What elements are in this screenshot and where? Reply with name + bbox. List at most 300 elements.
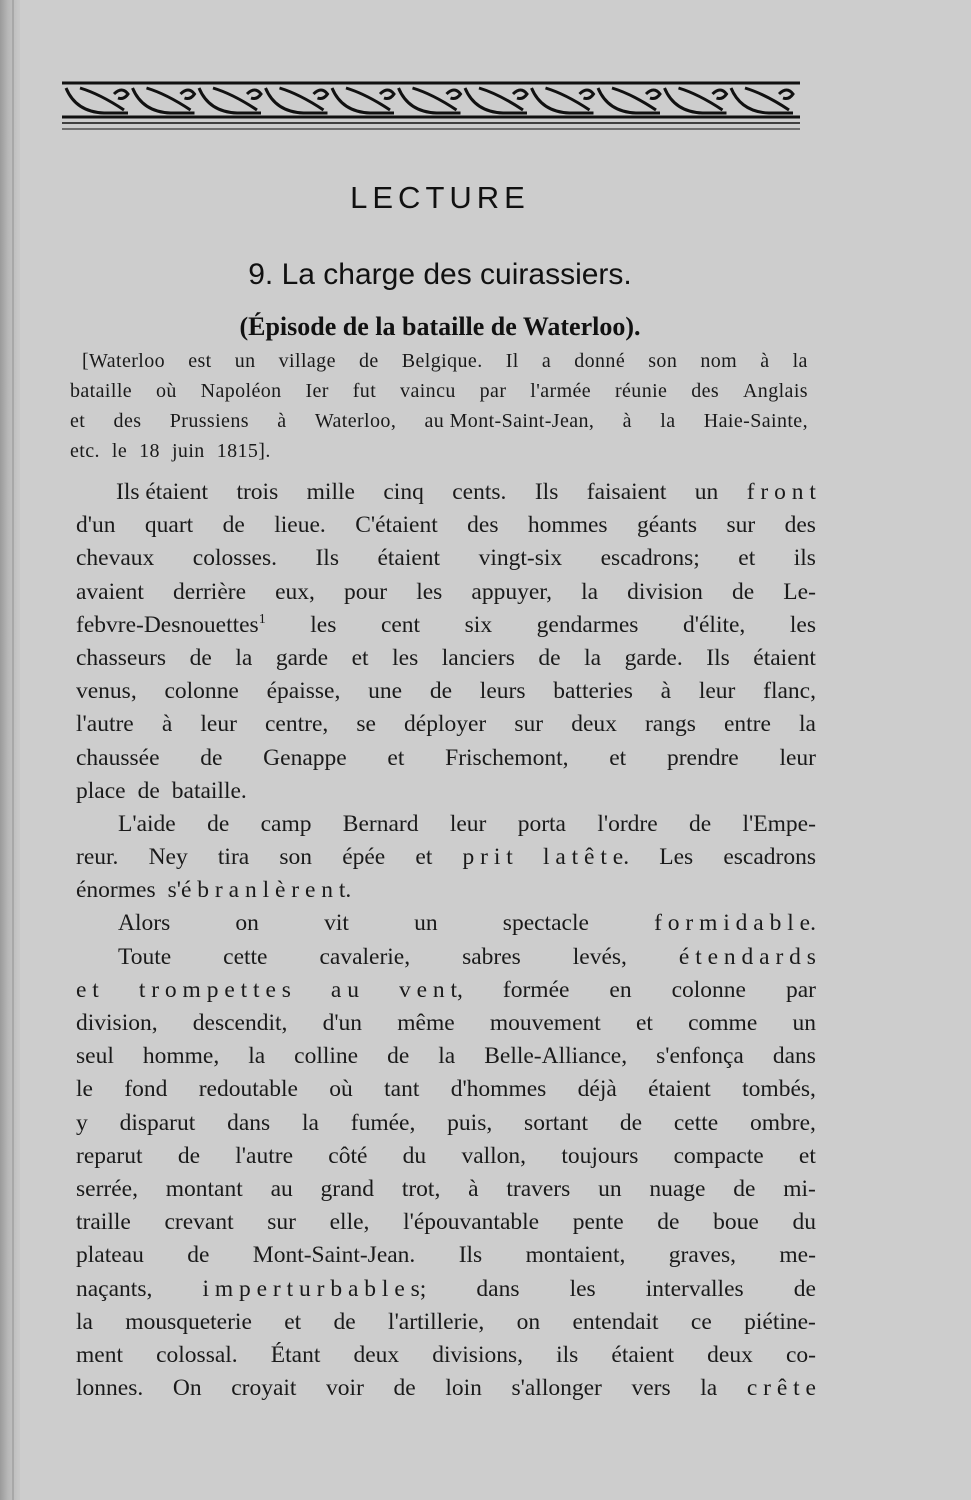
word: et	[351, 644, 369, 671]
word: son	[648, 350, 678, 372]
word: montaient,	[525, 1242, 626, 1269]
body-line	[76, 542, 816, 575]
word: côté	[328, 1142, 368, 1169]
word: mousqueterie	[125, 1308, 252, 1335]
word: piétine-	[744, 1308, 816, 1335]
word: et	[798, 1142, 816, 1169]
word: Prussiens	[169, 410, 249, 432]
word: lieue.	[274, 512, 326, 539]
body-line	[76, 874, 816, 907]
word: la	[792, 350, 808, 372]
word: p r i t	[462, 844, 513, 871]
word: trot,	[401, 1175, 441, 1202]
word: Waterloo,	[314, 410, 397, 432]
word: disparut	[119, 1109, 196, 1136]
word: spectacle	[502, 910, 589, 937]
word: escadrons	[723, 844, 816, 871]
word: reparut	[76, 1142, 143, 1169]
word: f o r m i d a b l e.	[654, 910, 816, 937]
word: boue	[713, 1209, 759, 1236]
word: où	[329, 1076, 353, 1103]
word: elle,	[329, 1209, 370, 1236]
word: dans	[476, 1275, 520, 1302]
word: mi-	[783, 1175, 816, 1202]
word: colossal.	[156, 1341, 238, 1368]
word: de	[189, 644, 212, 671]
word: formée	[502, 976, 570, 1003]
word: de	[619, 1109, 643, 1136]
body-line	[76, 642, 816, 675]
word: à	[660, 678, 672, 705]
word: une	[368, 678, 403, 705]
word: l a t ê t e.	[542, 844, 630, 871]
decorative-border-ornament	[62, 80, 800, 132]
body-line	[76, 675, 816, 708]
word: porta	[517, 810, 566, 837]
word: le	[111, 440, 128, 462]
word: des	[467, 512, 499, 539]
word: garde.	[624, 644, 683, 671]
word: à	[760, 350, 770, 372]
word: des	[784, 512, 816, 539]
word: trois	[236, 479, 279, 505]
word: s'allonger	[511, 1375, 602, 1402]
word: de	[358, 350, 379, 372]
word: Ils	[315, 545, 339, 572]
page-subtitle: (Épisode de la bataille de Waterloo).	[239, 312, 641, 341]
word: crevant	[164, 1209, 234, 1236]
word: et	[635, 1010, 653, 1036]
word: de	[222, 512, 245, 539]
word: se	[356, 711, 376, 738]
word: de	[393, 1375, 416, 1402]
word: entendait	[572, 1308, 659, 1335]
body-line	[76, 1140, 816, 1173]
word: Frischemont,	[445, 744, 569, 771]
word: l'armée	[530, 380, 592, 402]
word: et	[387, 744, 405, 771]
word: le	[76, 1076, 93, 1103]
word: Il	[505, 350, 519, 372]
word: en	[609, 976, 632, 1003]
word: Belgique.	[401, 350, 483, 372]
word: centre,	[265, 711, 329, 738]
intro-line	[70, 376, 808, 406]
word: bataille	[70, 380, 133, 402]
word: grand	[320, 1175, 375, 1202]
word: épaisse,	[266, 678, 341, 705]
word: chasseurs	[76, 644, 167, 671]
word: levés,	[572, 943, 627, 970]
word: montant	[165, 1175, 243, 1202]
word: au	[270, 1175, 293, 1202]
word: et	[609, 744, 627, 771]
word: leur	[779, 744, 816, 771]
word: de	[429, 678, 453, 705]
word: y	[76, 1109, 88, 1136]
word: ombre,	[750, 1109, 816, 1136]
footnote-marker: 1	[258, 611, 266, 627]
word: l'autre	[76, 711, 134, 738]
word: croyait	[231, 1375, 297, 1402]
word: juin	[171, 440, 205, 462]
word: me-	[779, 1242, 816, 1269]
word: nom	[700, 350, 738, 372]
word: d'hommes	[450, 1076, 547, 1103]
word: Ils étaient	[116, 479, 209, 505]
word: de	[387, 1043, 410, 1070]
word: a u	[330, 976, 359, 1003]
word: Le-	[783, 578, 816, 605]
body-line	[76, 1273, 816, 1306]
word: tant	[384, 1076, 420, 1103]
word: l'artillerie,	[388, 1308, 485, 1335]
word: c r ê t e	[746, 1375, 816, 1402]
word: Ier	[305, 380, 329, 402]
word: divisions,	[432, 1341, 524, 1368]
word: graves,	[668, 1242, 737, 1269]
word: vingt-six	[478, 545, 563, 572]
word: v e n t,	[398, 976, 463, 1003]
word: cent	[380, 611, 421, 638]
word: serrée,	[76, 1175, 138, 1202]
word: de	[657, 1209, 680, 1236]
word: un	[792, 1010, 816, 1036]
body-line	[76, 841, 816, 874]
word: Ney	[148, 844, 188, 871]
word: Belle-Alliance,	[484, 1043, 628, 1070]
word: réunie	[614, 380, 668, 402]
word: les	[569, 1275, 596, 1302]
word: leur	[200, 711, 237, 738]
word: e t	[76, 976, 99, 1003]
word: L'aide	[118, 810, 176, 837]
word: Toute	[118, 943, 172, 970]
word: et	[415, 844, 433, 871]
word: f r o n t	[746, 479, 816, 505]
word: cette	[673, 1109, 719, 1136]
word: les	[392, 644, 419, 671]
word: lonnes.	[76, 1375, 144, 1402]
word: est	[188, 350, 212, 372]
word: voir	[326, 1375, 364, 1402]
section-label: LECTURE	[350, 180, 530, 215]
body-line	[76, 808, 816, 841]
word: l'autre	[235, 1142, 293, 1169]
word: les	[416, 578, 443, 605]
word: cents.	[452, 479, 507, 505]
body-line	[76, 609, 816, 642]
word: derrière	[172, 578, 247, 605]
word: du	[792, 1209, 816, 1236]
word: é t e n d a r d s	[678, 943, 816, 970]
word: un	[234, 350, 256, 372]
word: C'étaient	[355, 512, 438, 539]
word: de	[538, 644, 561, 671]
word: eux,	[275, 578, 315, 605]
word: la	[700, 1375, 718, 1402]
word: place	[76, 777, 126, 804]
body-line	[76, 775, 816, 808]
word: déployer	[404, 711, 487, 738]
word: 1815].	[216, 440, 271, 462]
body-line	[76, 1339, 816, 1372]
word: comme	[688, 1010, 758, 1036]
body-line	[76, 941, 816, 974]
word: Haie-Sainte,	[703, 410, 808, 432]
page-title: 9. La charge des cuirassiers.	[248, 258, 632, 291]
word: sur	[267, 1209, 296, 1236]
word: village	[278, 350, 336, 372]
word: compacte	[673, 1142, 764, 1169]
word: à	[161, 711, 173, 738]
word: on	[235, 910, 259, 937]
body-line	[76, 1007, 816, 1040]
word: division	[627, 578, 703, 605]
word: pour	[344, 578, 388, 605]
word: la	[660, 410, 676, 432]
word: Alors	[118, 910, 171, 937]
word: de	[207, 810, 230, 837]
word: étaient	[611, 1341, 675, 1368]
word: prendre	[666, 744, 739, 771]
intro-paragraph	[70, 346, 808, 466]
word: co-	[785, 1341, 816, 1368]
word: Anglais	[742, 380, 808, 402]
word: et	[738, 545, 756, 572]
word: garde	[275, 644, 329, 671]
word: intervalles	[645, 1275, 744, 1302]
word: leurs	[479, 678, 526, 705]
body-line	[76, 1107, 816, 1140]
word: a	[541, 350, 552, 372]
body-line	[76, 1239, 816, 1272]
word: redoutable	[198, 1076, 298, 1103]
word: bataille.	[171, 777, 247, 804]
word: leur	[698, 678, 736, 705]
word: de	[689, 810, 712, 837]
word: deux	[571, 711, 617, 738]
word: de	[187, 1242, 210, 1269]
word: plateau	[76, 1242, 144, 1269]
word: travers	[506, 1175, 571, 1202]
word: un	[598, 1175, 622, 1202]
word: t r o m p e t t e s	[138, 976, 291, 1003]
word: géants	[636, 512, 698, 539]
word: du	[402, 1142, 427, 1169]
word: pente	[572, 1209, 624, 1236]
word: sur	[514, 711, 544, 738]
word: à	[468, 1175, 479, 1202]
word: s'enfonça	[656, 1043, 744, 1070]
word: d'un	[76, 512, 116, 539]
intro-line	[70, 406, 808, 436]
body-line	[76, 1306, 816, 1339]
word: ils	[556, 1341, 579, 1368]
word: Bernard	[342, 810, 419, 837]
word: chevaux	[76, 545, 155, 572]
word: s'é b r a n l è r e n t.	[167, 877, 352, 904]
word: reur.	[76, 844, 119, 871]
body-line	[76, 907, 816, 940]
word: dans	[227, 1109, 271, 1136]
word: ce	[690, 1308, 712, 1335]
word: Ils	[534, 479, 559, 505]
word: d'un	[322, 1010, 363, 1036]
word: la	[301, 1109, 319, 1136]
word: traille	[76, 1209, 131, 1236]
word: la	[584, 644, 602, 671]
word: seul	[76, 1043, 114, 1070]
word: vaincu	[400, 380, 456, 402]
word: par	[479, 380, 507, 402]
word: donné	[574, 350, 626, 372]
word: Mont-Saint-Jean.	[252, 1242, 416, 1269]
intro-line	[70, 436, 808, 466]
word: six	[464, 611, 493, 638]
word: étaient	[753, 644, 816, 671]
word: déjà	[577, 1076, 617, 1103]
word: un	[414, 910, 438, 937]
word: Napoléon	[200, 380, 282, 402]
word: Genappe	[263, 744, 347, 771]
word: nuage	[649, 1175, 706, 1202]
word: la	[438, 1043, 456, 1070]
word: colonne	[164, 678, 239, 705]
word: Ils	[458, 1242, 483, 1269]
word: i m p e r t u r b a b l e s;	[202, 1275, 427, 1302]
word: cavalerie,	[319, 943, 411, 970]
word: sortant	[524, 1109, 589, 1136]
word: son	[279, 844, 313, 871]
word: d'élite,	[683, 611, 746, 638]
word: ils	[793, 545, 816, 572]
word: de	[732, 578, 755, 605]
word: [Waterloo	[82, 350, 166, 372]
word: étaient	[377, 545, 441, 572]
word: l'épouvantable	[403, 1209, 540, 1236]
word: la	[799, 711, 816, 738]
word: de	[177, 1142, 200, 1169]
word: chaussée	[76, 744, 160, 771]
body-line	[76, 974, 816, 1007]
body-line	[76, 1040, 816, 1073]
word: ment	[76, 1341, 123, 1368]
word: descendit,	[192, 1010, 288, 1036]
word: batteries	[553, 678, 633, 705]
word: rangs	[644, 711, 696, 738]
word: On	[172, 1375, 202, 1402]
word: de	[733, 1175, 756, 1202]
word: où	[155, 380, 177, 402]
word: même	[397, 1010, 455, 1036]
word: à	[622, 410, 632, 432]
word: la	[235, 644, 253, 671]
word: etc.	[70, 440, 100, 462]
word: quart	[144, 512, 194, 539]
word: lanciers	[441, 644, 515, 671]
body-line	[76, 1372, 816, 1405]
word: avaient	[76, 578, 144, 605]
word: vit	[324, 910, 349, 937]
word: Étant	[270, 1341, 321, 1368]
word: fumée,	[350, 1109, 416, 1136]
word: division,	[76, 1010, 158, 1036]
word: colosses.	[192, 545, 277, 572]
word: par	[785, 976, 816, 1003]
intro-line	[70, 346, 808, 376]
word: la	[248, 1043, 266, 1070]
word: des	[113, 410, 142, 432]
word: dans	[772, 1043, 816, 1070]
page-binding-edge	[0, 0, 20, 1500]
word: flanc,	[763, 678, 816, 705]
word: escadrons;	[600, 545, 700, 572]
word: l'ordre	[597, 810, 658, 837]
word: toujours	[561, 1142, 639, 1169]
word: Les	[659, 844, 694, 871]
word: cette	[223, 943, 268, 970]
main-text	[76, 476, 816, 1405]
word: deux	[353, 1341, 400, 1368]
body-line	[76, 708, 816, 741]
word: febvre-Desnouettes$^1$	[76, 611, 266, 638]
word: deux	[707, 1341, 753, 1368]
word: à	[277, 410, 287, 432]
word: on	[516, 1308, 541, 1335]
word: fut	[352, 380, 377, 402]
word: hommes	[527, 512, 608, 539]
word: colonne	[671, 976, 746, 1003]
word: et	[284, 1308, 302, 1335]
word: énormes	[76, 877, 156, 904]
word: étaient	[648, 1076, 711, 1103]
word: cinq	[383, 479, 424, 505]
word: de	[137, 777, 160, 804]
body-line	[76, 742, 816, 775]
word: épée	[342, 844, 386, 871]
body-line	[76, 576, 816, 609]
body-line	[76, 509, 816, 542]
word: venus,	[76, 678, 137, 705]
word: 18	[139, 440, 160, 462]
word: faisaient	[586, 479, 667, 505]
word: l'Empe-	[742, 810, 816, 837]
word: et	[70, 410, 86, 432]
word: camp	[260, 810, 312, 837]
word: loin	[445, 1375, 482, 1402]
body-line	[76, 1173, 816, 1206]
word: mille	[306, 479, 355, 505]
word: la	[581, 578, 599, 605]
word: tira	[217, 844, 250, 871]
word: tombés,	[742, 1076, 816, 1103]
word: au Mont-Saint-Jean,	[424, 410, 595, 432]
word: de	[200, 744, 223, 771]
body-line	[76, 1073, 816, 1106]
word: fond	[124, 1076, 168, 1103]
word: des	[691, 380, 720, 402]
word: naçants,	[76, 1275, 153, 1302]
word: sur	[726, 512, 756, 539]
word: un	[694, 479, 719, 505]
word: homme,	[142, 1043, 220, 1070]
word: sabres	[462, 943, 521, 970]
word: vers	[631, 1375, 671, 1402]
word: entre	[723, 711, 771, 738]
word: colline	[294, 1043, 359, 1070]
body-line	[76, 476, 816, 509]
